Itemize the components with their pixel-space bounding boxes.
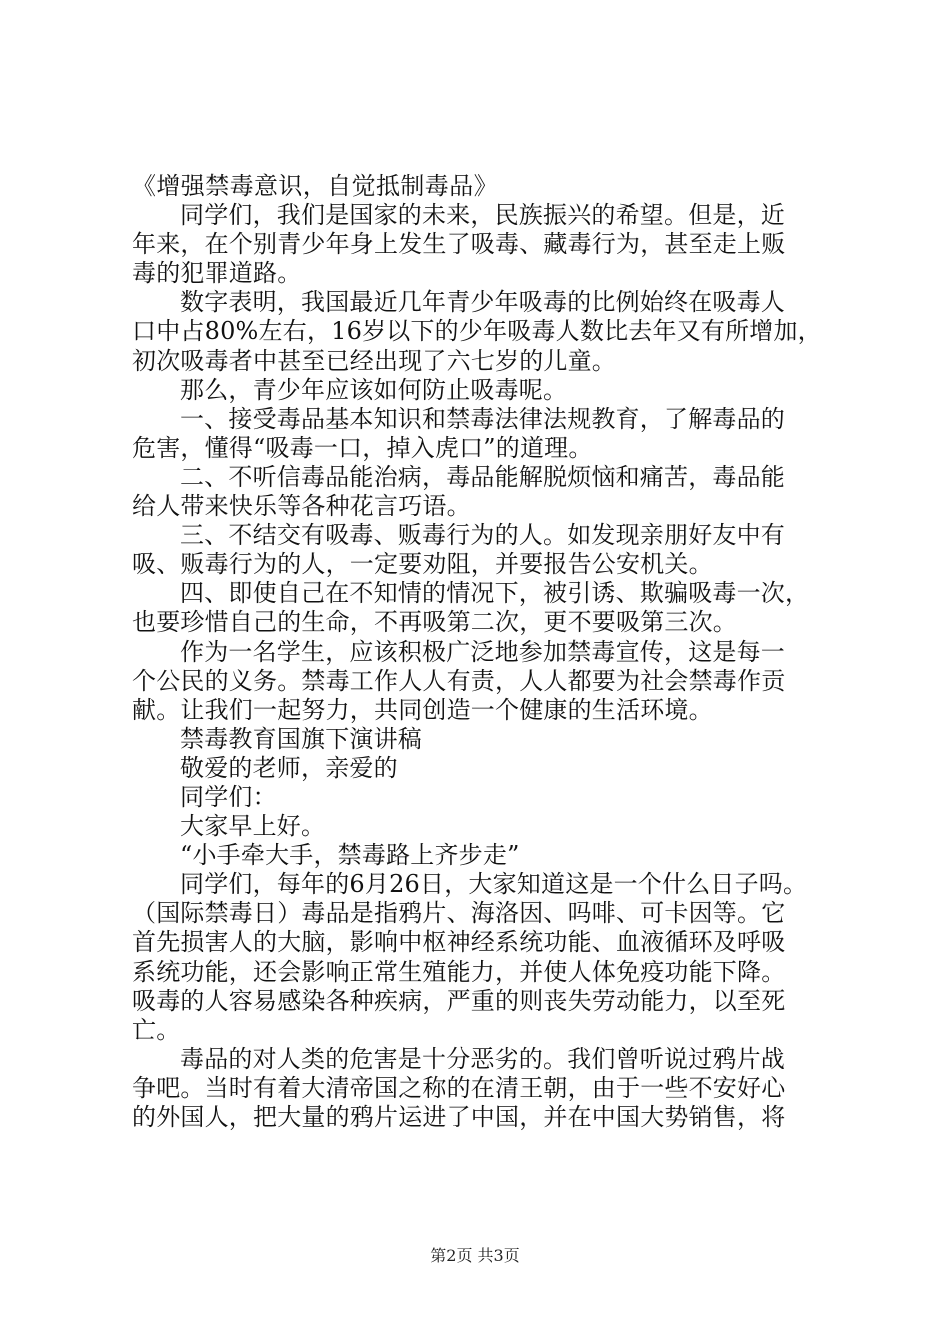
paragraph-line: 毒的犯罪道路。: [132, 259, 302, 288]
page-number: 第2页 共3页: [430, 1246, 520, 1265]
document-body: [132, 172, 832, 1132]
paragraph-line: 吸、贩毒行为的人，一定要劝阻，并要报告公安机关。: [132, 550, 713, 579]
slogan-line: “小手牵大手，禁毒路上齐步走”: [180, 841, 520, 870]
paragraph-line: 首先损害人的大脑，影响中枢神经系统功能、血液循环及呼吸: [132, 928, 786, 957]
paragraph-line: 那么，青少年应该如何防止吸毒呢。: [180, 375, 568, 404]
paragraph-line: 亡。: [132, 1015, 181, 1044]
paragraph-line: 初次吸毒者中甚至已经出现了六七岁的儿童。: [132, 346, 616, 375]
paragraph-line: 危害，懂得“吸毒一口，掉入虎口”的道理。: [132, 433, 593, 462]
paragraph-line: 个公民的义务。禁毒工作人人有责，人人都要为社会禁毒作贡: [132, 666, 786, 695]
paragraph-line: 作为一名学生，应该积极广泛地参加禁毒宣传，这是每一: [180, 637, 785, 666]
paragraph-line: 四、即使自己在不知情的情况下，被引诱、欺骗吸毒一次，: [180, 579, 810, 608]
greeting-line: 敬爱的老师，亲爱的: [180, 753, 398, 782]
paragraph-line: 三、不结交有吸毒、贩毒行为的人。如发现亲朋好友中有: [180, 521, 785, 550]
paragraph-line: 毒品的对人类的危害是十分恶劣的。我们曾听说过鸦片战: [180, 1044, 785, 1073]
greeting-line: 同学们：: [180, 782, 277, 811]
paragraph-line: 二、不听信毒品能治病，毒品能解脱烦恼和痛苦，毒品能: [180, 462, 785, 491]
paragraph-line: 系统功能，还会影响正常生殖能力，并使人体免疫功能下降。: [132, 957, 786, 986]
speech-title: 禁毒教育国旗下演讲稿: [180, 724, 422, 753]
paragraph-line: 给人带来快乐等各种花言巧语。: [132, 492, 471, 521]
paragraph-line: 数字表明，我国最近几年青少年吸毒的比例始终在吸毒人: [180, 288, 785, 317]
paragraph-line: 吸毒的人容易感染各种疾病，严重的则丧失劳动能力，以至死: [132, 986, 786, 1015]
paragraph-line: 同学们，我们是国家的未来，民族振兴的希望。但是，近: [180, 201, 785, 230]
paragraph-line: 口中占80%左右，16岁以下的少年吸毒人数比去年又有所增加，: [132, 317, 822, 346]
paragraph-line: 的外国人，把大量的鸦片运进了中国，并在中国大势销售，将: [132, 1103, 786, 1131]
paragraph-line: 争吧。当时有着大清帝国之称的在清王朝，由于一些不安好心: [132, 1073, 786, 1102]
paragraph-line: 年来，在个别青少年身上发生了吸毒、藏毒行为，甚至走上贩: [132, 230, 786, 259]
paragraph-line: （国际禁毒日）毒品是指鸦片、海洛因、吗啡、可卡因等。它: [132, 899, 786, 928]
greeting-line: 大家早上好。: [180, 812, 326, 841]
paragraph-line: 献。让我们一起努力，共同创造一个健康的生活环境。: [132, 695, 713, 724]
paragraph-line: 一、接受毒品基本知识和禁毒法律法规教育，了解毒品的: [180, 404, 785, 433]
document-title: 《增强禁毒意识，自觉抵制毒品》: [132, 172, 498, 200]
paragraph-line: 也要珍惜自己的生命，不再吸第二次，更不要吸第三次。: [132, 608, 737, 637]
paragraph-line: 同学们，每年的6月26日，大家知道这是一个什么日子吗。: [180, 870, 808, 899]
